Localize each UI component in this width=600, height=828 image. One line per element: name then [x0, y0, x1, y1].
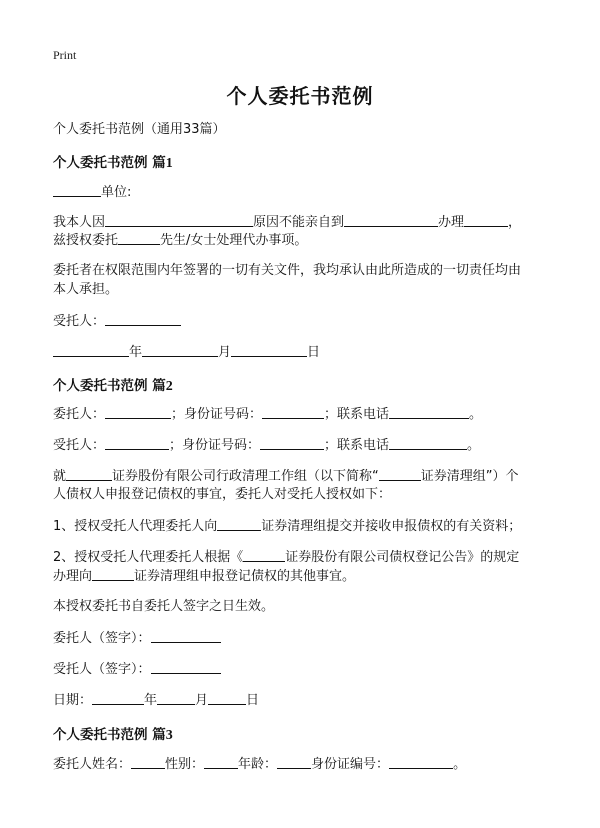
text: 证券清理组”）个 [420, 469, 519, 484]
text: 证券清理组申报登记债权的其他事宜。 [134, 569, 356, 584]
section-heading-number: 2 [165, 379, 173, 394]
trustee-label: 受托人： [53, 314, 106, 329]
principal-phone-blank[interactable] [389, 405, 469, 419]
print-label[interactable]: Print [53, 48, 77, 62]
authorization-item-1 [53, 517, 521, 536]
text: 证券股份有限公司债权登记公告》的规定 [285, 550, 520, 565]
trustee-phone-blank[interactable] [389, 436, 467, 450]
day-label: 日 [246, 693, 260, 708]
text: 1、授权受托人代理委托人向 [53, 519, 218, 534]
section-heading-text: 个人委托书范例 篇 [53, 155, 166, 171]
text: 兹授权委托 [53, 233, 119, 248]
month-label: 月 [195, 693, 209, 708]
id-number-label: 身份证编号： [311, 757, 390, 772]
principal-sign-label: 委托人（签字）： [53, 631, 151, 646]
text: 2、授权受托人代理委托人根据《 [53, 550, 244, 565]
text: 办理 [438, 215, 465, 230]
text: ， [508, 215, 522, 230]
month-label: 月 [218, 345, 232, 360]
responsibility-line-2: 本人承担。 [53, 282, 119, 297]
id-number-blank[interactable] [389, 755, 453, 769]
trustee-label: 受托人： [53, 438, 106, 453]
matter-line-2: 人债权人申报登记债权的事宜，委托人对受托人授权如下： [53, 487, 392, 502]
age-blank[interactable] [277, 755, 311, 769]
date-line-2 [53, 691, 259, 710]
gender-label: 性别： [165, 757, 205, 772]
section-heading-number: 1 [165, 156, 173, 171]
location-blank[interactable] [344, 213, 438, 227]
id-label: ；身份证号码： [169, 438, 261, 453]
trustee-blank[interactable] [105, 312, 181, 326]
section-heading-text: 个人委托书范例 篇 [53, 727, 166, 743]
year-label: 年 [144, 693, 158, 708]
text: 办理向 [53, 569, 93, 584]
unit-label: 单位: [101, 185, 132, 200]
trustee-sign-line [53, 660, 221, 679]
text: 证券清理组提交并接收申报债权的有关资料； [261, 519, 522, 534]
short-name-blank[interactable] [379, 467, 421, 481]
text: 先生/女士处理代办事项。 [160, 233, 308, 248]
authorize-line [53, 231, 307, 250]
principal-details-line [53, 755, 466, 774]
reason-blank[interactable] [105, 213, 253, 227]
text: 证券股份有限公司行政清理工作组（以下简称“ [112, 469, 379, 484]
principal-blank[interactable] [105, 405, 171, 419]
trustee-info-line [53, 436, 480, 455]
id-label: ；身份证号码： [171, 407, 263, 422]
year-blank[interactable] [92, 691, 144, 705]
item2-blank-2[interactable] [92, 567, 134, 581]
text: 就 [53, 469, 67, 484]
trustee-sign-label: 受托人（签字）： [53, 662, 151, 677]
unit-line [53, 183, 131, 202]
year-blank[interactable] [53, 343, 129, 357]
company-blank[interactable] [66, 467, 112, 481]
day-blank[interactable] [208, 691, 246, 705]
principal-id-blank[interactable] [262, 405, 324, 419]
text: 。 [453, 757, 467, 772]
text: 我本人因 [53, 215, 106, 230]
section-2-heading [53, 374, 173, 395]
name-blank[interactable] [131, 755, 165, 769]
section-3-heading [53, 723, 173, 744]
month-blank[interactable] [157, 691, 195, 705]
document-title: 个人委托书范例 [226, 84, 374, 108]
authorization-item-2-cont [53, 567, 355, 586]
date-label: 日期： [53, 693, 93, 708]
text: 。 [469, 407, 483, 422]
agent-name-blank[interactable] [118, 231, 160, 245]
age-label: 年龄： [238, 757, 278, 772]
text: 原因不能亲自到 [253, 215, 345, 230]
date-line-1 [53, 343, 320, 362]
day-label: 日 [307, 345, 321, 360]
section-heading-text: 个人委托书范例 篇 [53, 378, 166, 394]
year-label: 年 [129, 345, 143, 360]
item2-blank[interactable] [243, 548, 285, 562]
section-heading-number: 3 [165, 728, 173, 743]
month-blank[interactable] [142, 343, 218, 357]
trustee-line [53, 312, 181, 331]
principal-label: 委托人： [53, 407, 106, 422]
text: 。 [467, 438, 481, 453]
gender-blank[interactable] [204, 755, 238, 769]
matter-line-1 [53, 467, 519, 486]
trustee-sign-blank[interactable] [151, 660, 221, 674]
name-label: 委托人姓名： [53, 757, 132, 772]
principal-sign-line [53, 629, 221, 648]
authorization-item-2 [53, 548, 519, 567]
matter-blank[interactable] [464, 213, 508, 227]
effective-clause: 本授权委托书自委托人签字之日生效。 [53, 599, 275, 614]
item1-blank[interactable] [217, 517, 261, 531]
phone-label: ；联系电话 [324, 407, 390, 422]
principal-info-line [53, 405, 482, 424]
phone-label: ；联系电话 [324, 438, 390, 453]
principal-sign-blank[interactable] [151, 629, 221, 643]
trustee-blank[interactable] [105, 436, 169, 450]
subtitle: 个人委托书范例（通用33篇） [53, 122, 226, 137]
unit-blank[interactable] [53, 183, 101, 197]
trustee-id-blank[interactable] [260, 436, 324, 450]
responsibility-line-1: 委托者在权限范围内年签署的一切有关文件，我均承认由此所造成的一切责任均由 [53, 263, 522, 278]
day-blank[interactable] [231, 343, 307, 357]
reason-line [53, 213, 521, 232]
section-1-heading [53, 151, 173, 172]
